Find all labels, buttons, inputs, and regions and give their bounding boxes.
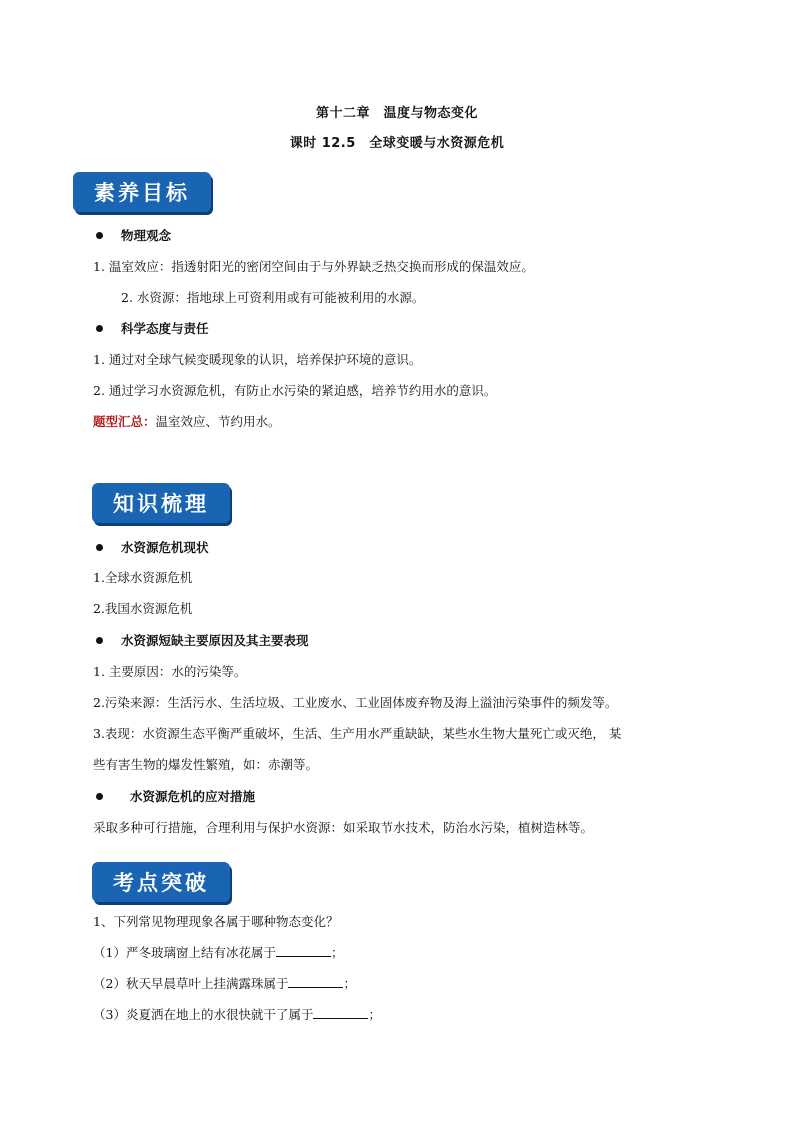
answer-blank [313, 1006, 368, 1019]
bullet-dot [96, 544, 103, 551]
punctuation: ； [343, 976, 356, 991]
text-line: 1. 主要原因：水的污染等。 [93, 664, 247, 679]
text-line: 1. 温室效应：指透射阳光的密闭空间由于与外界缺乏热交换而形成的保温效应。 [93, 259, 534, 274]
punctuation: ； [368, 1007, 381, 1022]
bullet-dot [96, 637, 103, 644]
bullet-heading-countermeasures: 水资源危机的应对措施 [130, 789, 256, 804]
text-line: 3.表现：水资源生态平衡严重破坏，生活、生产用水严重缺缺，某些水生物大量死亡或灭绝， 某 [93, 726, 622, 741]
question-item [93, 944, 343, 962]
summary-line [93, 413, 281, 431]
section-banner-exam-points: 考点突破 [92, 862, 230, 902]
question-item [93, 1006, 381, 1024]
bullet-dot [96, 793, 103, 800]
text-line: 1. 通过对全球气候变暖现象的认识，培养保护环境的意识。 [93, 352, 422, 367]
lesson-title: 课时 12.5 全球变暖与水资源危机 [289, 136, 505, 151]
text-line: 2.污染来源：生活污水、生活垃圾、工业废水、工业固体废弃物及海上溢油污染事件的频发等。 [93, 695, 618, 710]
text-line: 些有害生物的爆发性繁殖，如：赤潮等。 [93, 757, 319, 772]
question-item-text: （1）严冬玻璃窗上结有冰花属于 [93, 945, 276, 960]
question-text: 1、下列常见物理现象各属于哪种物态变化？ [93, 914, 339, 929]
section-banner-literacy-goals: 素养目标 [73, 172, 211, 212]
bullet-heading-shortage-causes: 水资源短缺主要原因及其主要表现 [121, 633, 309, 648]
bullet-dot [96, 232, 103, 239]
question-item [93, 975, 356, 993]
text-line: 2. 通过学习水资源危机，有防止水污染的紧迫感，培养节约用水的意识。 [93, 383, 497, 398]
summary-label: 题型汇总： [93, 414, 156, 429]
question-item-text: （2）秋天早晨草叶上挂满露珠属于 [93, 976, 289, 991]
text-line: 2.我国水资源危机 [93, 601, 193, 616]
text-line: 采取多种可行措施，合理利用与保护水资源：如采取节水技术，防治水污染，植树造林等。 [93, 820, 594, 835]
bullet-dot [96, 325, 103, 332]
chapter-title: 第十二章 温度与物态变化 [315, 106, 478, 121]
summary-text: 温室效应、节约用水。 [155, 414, 281, 429]
bullet-heading-water-status: 水资源危机现状 [121, 540, 209, 555]
bullet-heading-physics-concept: 物理观念 [121, 228, 172, 243]
answer-blank [276, 944, 331, 957]
bullet-heading-attitude: 科学态度与责任 [121, 321, 209, 336]
answer-blank [288, 975, 343, 988]
section-banner-knowledge: 知识梳理 [92, 483, 230, 523]
text-line: 1.全球水资源危机 [93, 570, 193, 585]
question-item-text: （3）炎夏洒在地上的水很快就干了属于 [93, 1007, 314, 1022]
punctuation: ； [330, 945, 344, 960]
text-line: 2. 水资源：指地球上可资利用或有可能被利用的水源。 [121, 290, 425, 305]
